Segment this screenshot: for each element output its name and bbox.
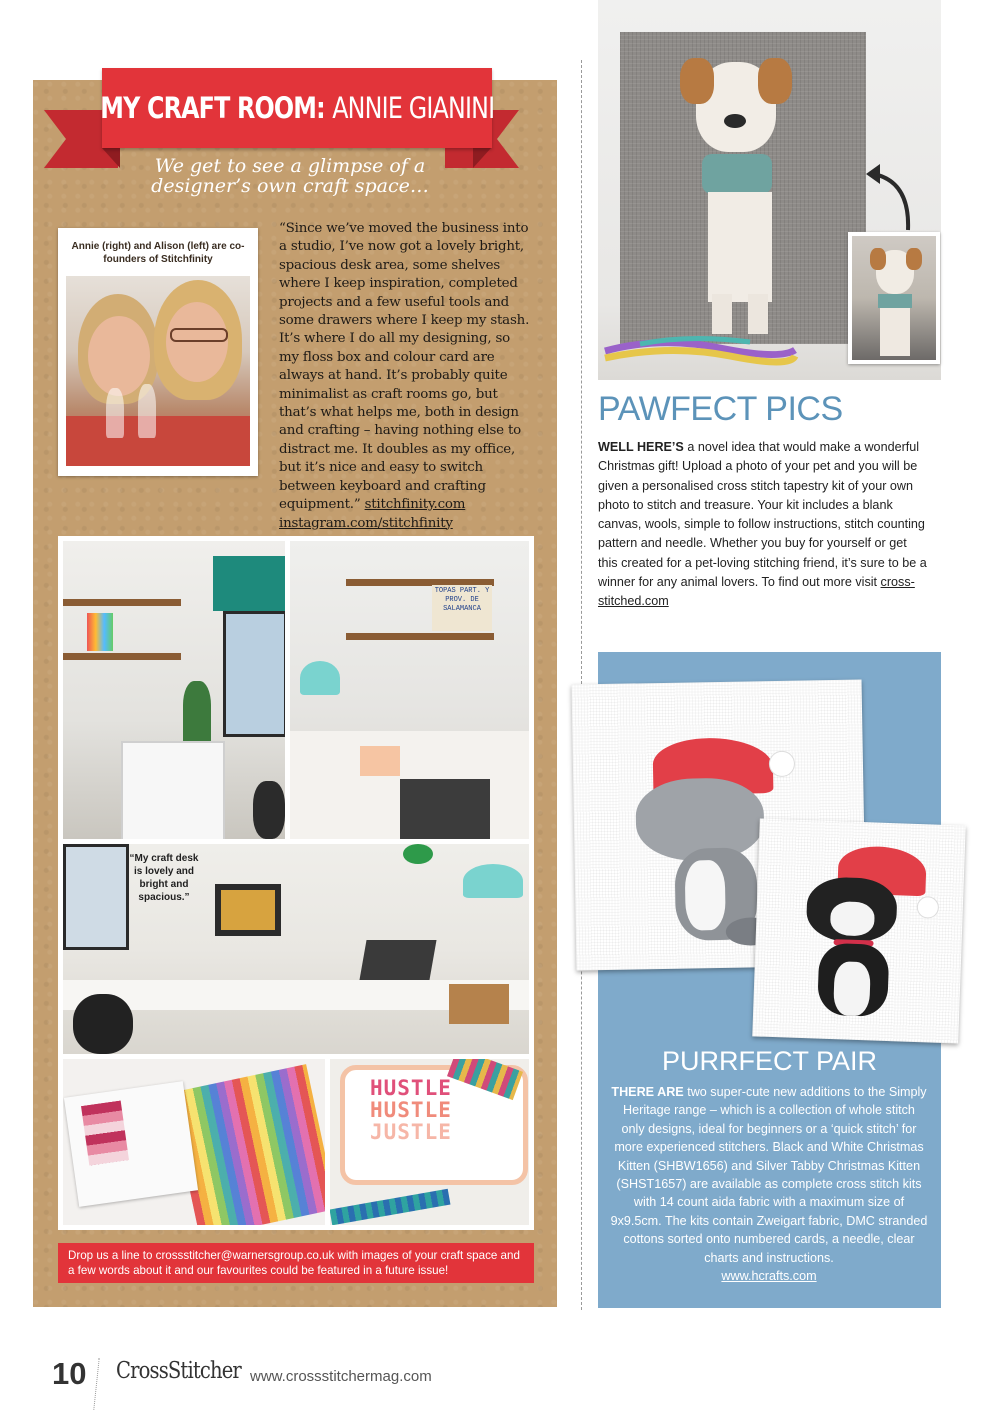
photo-hustle-hoop	[330, 1059, 529, 1225]
pawfect-heading: PAWFECT PICS	[598, 390, 843, 428]
desk-caption: “My craft desk is lovely and bright and spacious.”	[129, 853, 199, 903]
banner-main	[99, 68, 495, 148]
purrfect-text	[610, 1083, 928, 1285]
pawfect-lead: WELL HERE’S	[598, 440, 684, 454]
page-title	[100, 91, 494, 125]
dog-reference-photo	[848, 232, 940, 364]
founders-photo	[58, 228, 258, 476]
hoop-line-3: JUSTLE	[370, 1120, 452, 1144]
magazine-logo: CrossStitcher	[116, 1358, 241, 1384]
footer-separator	[93, 1358, 99, 1410]
cross-stitched-link[interactable]: cross-stitched.com	[598, 575, 915, 609]
purrfect-body: two super-cute new additions to the Simply Heritage range – which is a collection of whole stitch only designs, ideal for beginners or a ‘quick stitch’ for more experienced stitchers. Black and White Christmas Kitten (SHBW1656) and Silver Tabby Christmas Kitten (SHST1657) are available as complete cross stitch kits with 14 count aida fabric with a maximum size of 9x9.5cm. The kits contain Zweigart fabric, DMC stranded cottons sorted onto numbered cards, a needle, clear charts and instructions.	[610, 1085, 928, 1265]
craft-room-collage	[58, 536, 534, 1230]
purrfect-heading: PURRFECT PAIR	[661, 1046, 878, 1076]
black-white-kitten-image	[752, 818, 965, 1043]
room-photo-craft-desk	[63, 844, 529, 1054]
stitchfinity-link[interactable]: stitchfinity.com	[364, 497, 466, 513]
thread-skeins	[600, 326, 800, 366]
instagram-link[interactable]: instagram.com/stitchfinity	[279, 515, 453, 531]
shelf-sign: TOPAS PART. Y PROV. DE SALAMANCA	[432, 585, 492, 631]
pawfect-text	[598, 438, 928, 612]
designer-quote	[279, 220, 531, 533]
room-photo-desk-corner	[290, 541, 529, 839]
arrow-icon	[864, 162, 914, 234]
room-photo-shelves	[63, 541, 285, 839]
title-name: ANNIE GIANINI	[331, 91, 495, 125]
purrfect-lead: THERE ARE	[611, 1085, 684, 1099]
subtitle: We get to see a glimpse of a designer’s own craft space…	[151, 155, 429, 197]
founders-image	[66, 276, 250, 466]
hoop-line-1: HUSTLE	[370, 1076, 452, 1100]
quote-text: “Since we’ve moved the business into a studio, I’ve now got a lovely bright, spacious desk area, some shelves where I keep inspiration, completed projects and a few useful tools and some drawers where I keep my stash. It’s where I do all my designing, so my floss box and colour card are always at hand. It’s probably quite minimalist as craft rooms go, but that’s what helps me, both in design and crafting – having nothing else to distract me. It doubles as my office, but it’s nice and easy to switch between keyboard and crafting equipment.”	[279, 221, 530, 513]
hoop-line-2: HUSTLE	[370, 1098, 452, 1122]
submission-footnote: Drop us a line to crossstitcher@warnersgroup.co.uk with images of your craft space and a few words about it and our favourites could be featured in a future issue!	[58, 1243, 534, 1283]
title-bold: MY CRAFT ROOM:	[99, 91, 325, 125]
hcrafts-link[interactable]: www.hcrafts.com	[721, 1269, 817, 1284]
photo-caption: Annie (right) and Alison (left) are co-founders of Stitchfinity	[71, 241, 245, 265]
pawfect-body: a novel idea that would make a wonderful Christmas gift! Upload a photo of your pet and you will be given a personalised cross stitch tapestry kit of your own photo to stitch and treasure. Your kit includes a blank canvas, wools, simple to follow instructions, stitch counting pattern and needle. Whether you buy for yourself or get this created for a pet-loving stitching friend, it’s sure to be a winner for any animal lovers. To find out more visit	[598, 440, 927, 590]
page-number: 10	[52, 1356, 87, 1391]
dog-tapestry-image	[620, 32, 866, 344]
magazine-website[interactable]: www.crossstitchermag.com	[250, 1368, 432, 1385]
photo-colour-card	[63, 1059, 325, 1225]
